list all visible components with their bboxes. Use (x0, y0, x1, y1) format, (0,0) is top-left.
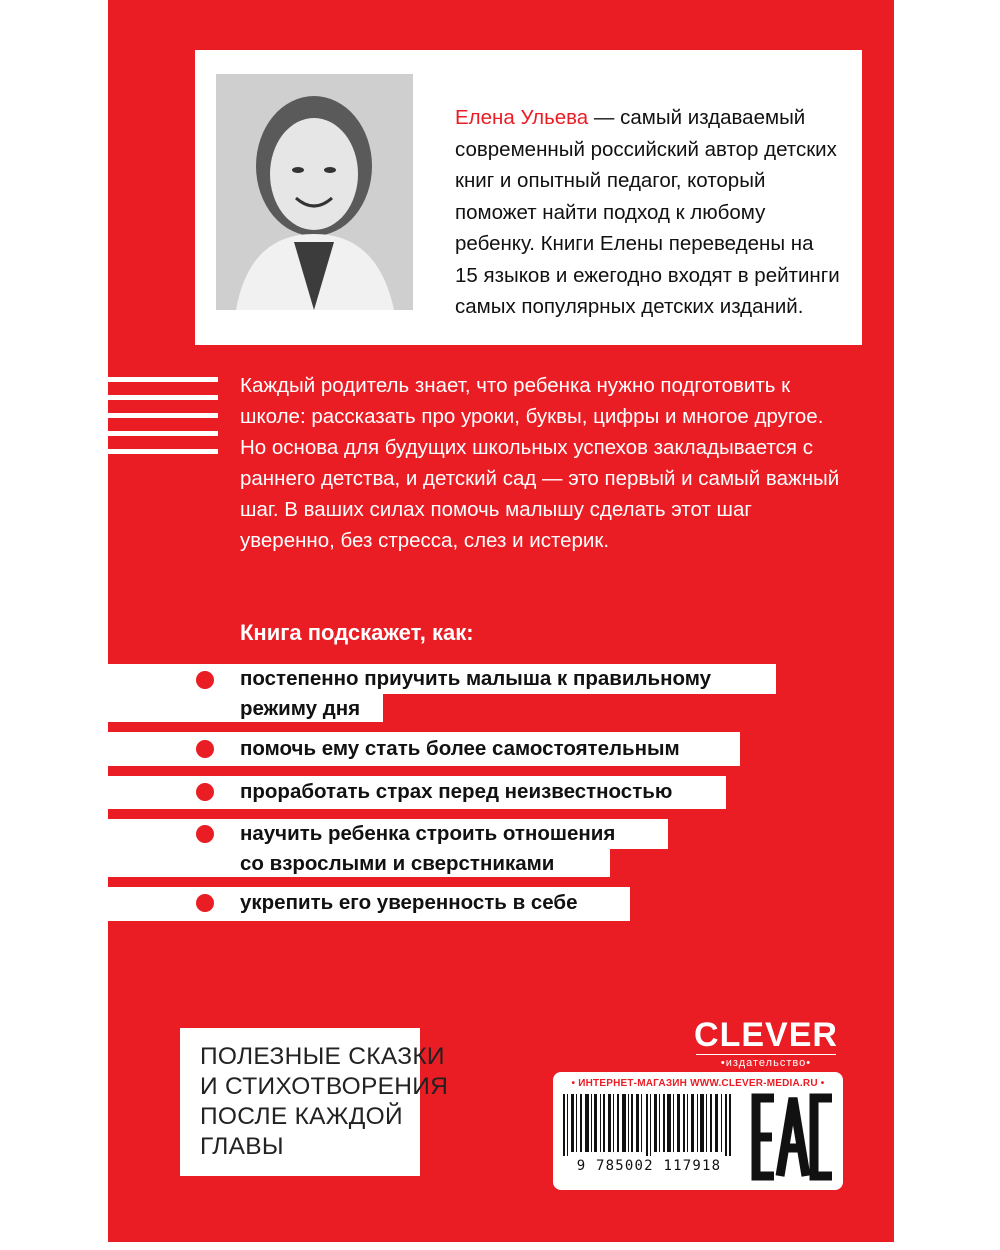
bullet-icon (196, 671, 214, 689)
bottom-note (200, 1042, 460, 1162)
decor-stripe (108, 413, 218, 418)
decor-stripe (108, 377, 218, 382)
publisher-logo (690, 1018, 842, 1069)
bullet-icon (196, 894, 214, 912)
shop-url: • ИНТЕРНЕТ-МАГАЗИН WWW.CLEVER-MEDIA.RU • (571, 1078, 825, 1089)
decor-stripe (108, 395, 218, 400)
eac-mark-icon (750, 1092, 836, 1182)
isbn-number: 9 785002 117918 (576, 1158, 722, 1174)
bottom-note-line: ПОЛЕЗНЫЕ СКАЗКИ (200, 1043, 445, 1070)
author-name: Елена Ульева (455, 106, 589, 129)
bullet-icon (196, 783, 214, 801)
tips-title: Книга подскажет, как: (240, 620, 474, 645)
bottom-note-line: ПОСЛЕ КАЖДОЙ (200, 1103, 403, 1130)
tip-item: проработать страх перед неизвестностью (240, 780, 673, 803)
author-bio (455, 102, 840, 323)
tip-line: режиму дня (240, 697, 361, 720)
tip-item (240, 819, 615, 879)
tip-item (240, 664, 711, 724)
author-bio-text: — самый издаваемый современный российский автор детских книг и опытный педагог, который поможет найти подход к любому ребенку. Книги Елены переведены на 15 языков и ежегодно входят в рейтинги самых популярных детских изданий. (455, 106, 840, 318)
bottom-note-line: ГЛАВЫ (200, 1133, 284, 1160)
decor-stripe (108, 431, 218, 436)
intro-paragraph: Каждый родитель знает, что ребенка нужно подготовить к школе: рассказать про уроки, буквы, цифры и многое другое. Но основа для будущих школьных успехов закладывается с раннего детства, и детский сад — это первый и самый важный шаг. В ваших силах помочь малышу сделать этот шаг уверенно, без стресса, слез и истерик. (240, 374, 840, 552)
tip-item: укрепить его уверенность в себе (240, 891, 578, 914)
publisher-logo-word: CLEVER (694, 1016, 838, 1054)
publisher-logo-sub: •издательство• (696, 1054, 836, 1069)
author-portrait-image (216, 74, 413, 310)
tip-line: научить ребенка строить отношения (240, 822, 616, 845)
tip-line: со взрослыми и сверстниками (240, 852, 555, 875)
bullet-icon (196, 740, 214, 758)
bottom-note-line: И СТИХОТВОРЕНИЯ (200, 1073, 449, 1100)
tip-line: постепенно приучить малыша к правильному (240, 667, 712, 690)
author-photo (216, 74, 413, 310)
barcode-icon (563, 1094, 733, 1156)
tip-item: помочь ему стать более самостоятельным (240, 737, 680, 760)
bullet-icon (196, 825, 214, 843)
decor-stripe (108, 449, 218, 454)
